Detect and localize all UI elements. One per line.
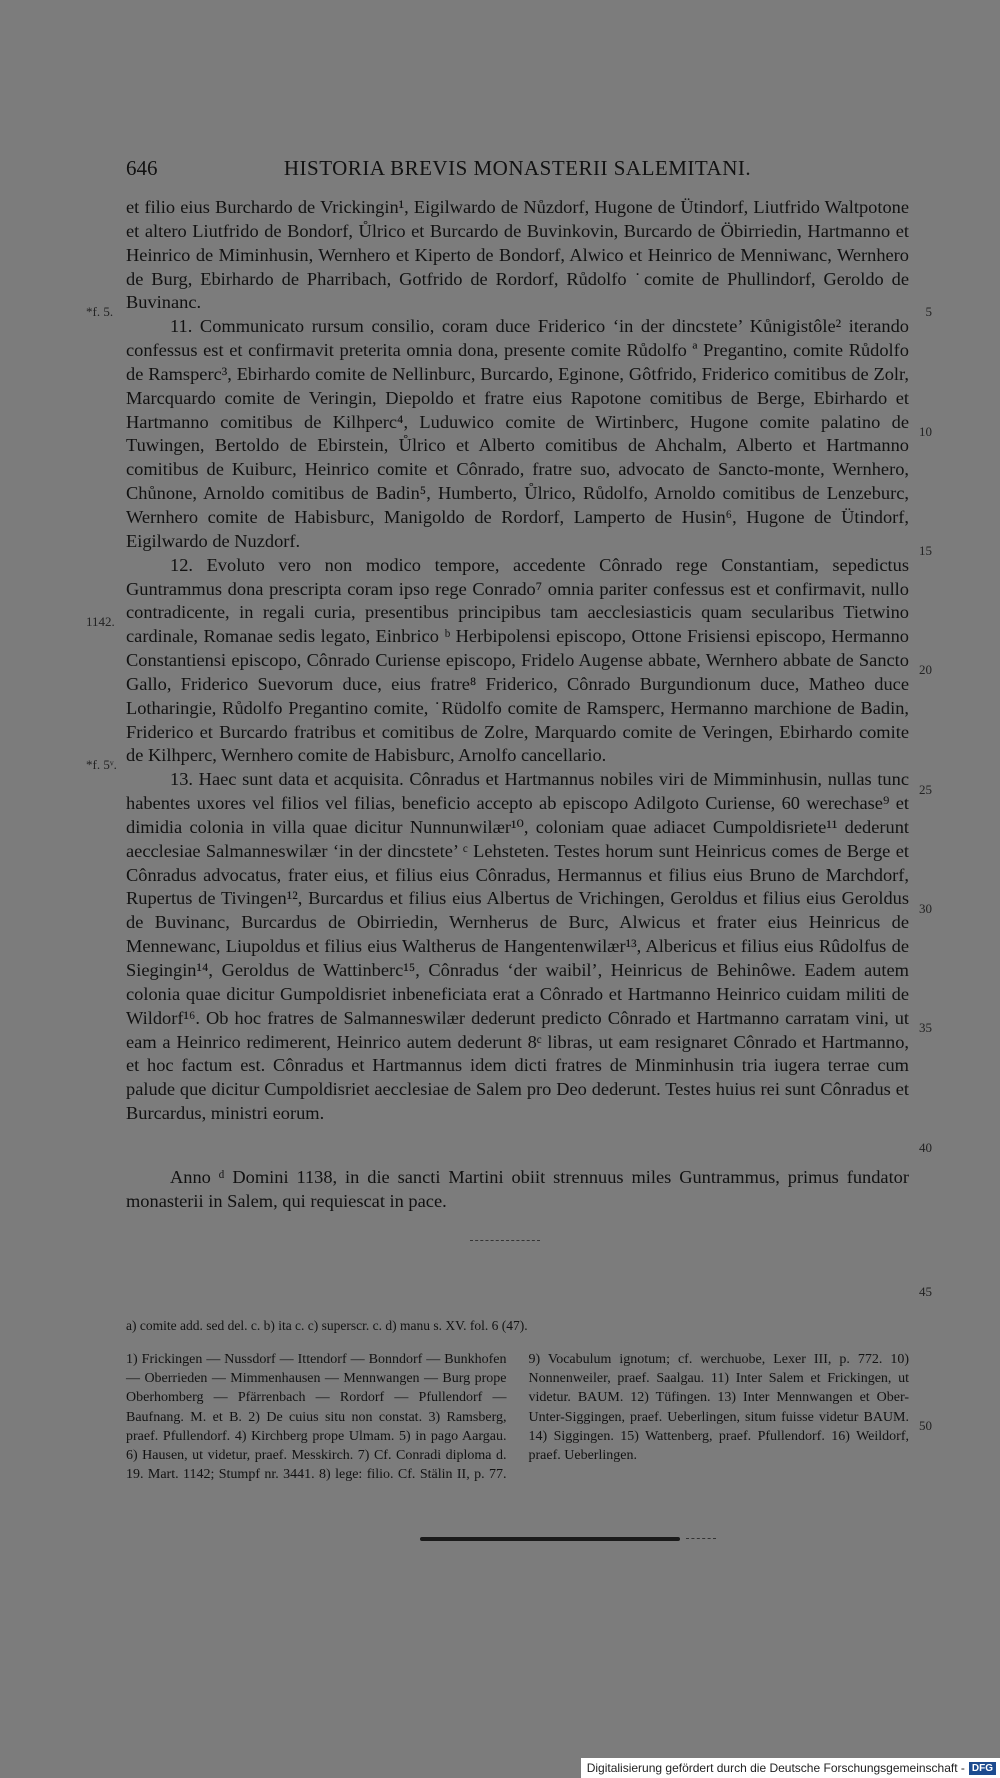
banner-text: Digitalisierung gefördert durch die Deutsche Forschungsgemeinschaft - bbox=[586, 1761, 965, 1775]
line-number: 5 bbox=[925, 304, 932, 319]
running-title: HISTORIA BREVIS MONASTERII SALEMITANI. bbox=[283, 156, 752, 180]
section-divider bbox=[470, 1240, 540, 1243]
page-number: 646 bbox=[126, 156, 158, 180]
page-header bbox=[126, 156, 909, 182]
footnote-text: 1) Frickingen — Nussdorf — Ittendorf — Bonndorf — Bunkhofen — Oberrieden — Mimmenhausen — Mennwangen — Burg prope Oberhomberg — Pfärrenbach — Rordorf — Pfullendorf — Baufnang. M. et B. 2) De cuius situ non constat. 3) Ramsberg, praef. Pfullendorf. 4) Kirchberg prope Ulmam. 5) in pago Aargau. 6) Hausen, ut videtur, praef. Messkirch. 7) Cf. Conradi diploma d. 19. Mart. 1142; Stumpf nr. 3441. 8) lege: filio. Cf. Stälin II, p. 77. 9) Vocabulum ignotum; cf. werchuobe, Lexer III, p. 772. 10) Nonnenweiler, praef. Saalgau. 11) Inter Salem et Frickingen, ut videtur. BAUM. 12) Tüfingen. 13) Inter Mennwangen et Ober-Unter-Siggingen, praef. Ueberlingen, situm fuisse videtur BAUM. 14) Siggingen. 15) Wattenberg, praef. Pfullendorf. 16) Weildorf, praef. Ueberlingen. bbox=[126, 1352, 909, 1483]
line-number: 15 bbox=[919, 543, 932, 558]
line-number: 50 bbox=[919, 1418, 932, 1433]
footnotes bbox=[126, 1350, 909, 1484]
folio-mark: *f. 5ᵛ. bbox=[86, 757, 117, 772]
main-text bbox=[126, 196, 909, 1214]
line-number: 40 bbox=[919, 1140, 932, 1155]
dfg-logo-icon: DFG bbox=[969, 1762, 996, 1775]
line-number: 20 bbox=[919, 662, 932, 677]
line-number: 35 bbox=[919, 1020, 932, 1035]
paragraph-13: 13. Haec sunt data et acquisita. Cônradus et Hartmannus nobiles viri de Mimminhusin, nullas tunc habentes uxores vel filios vel filias, beneficio accepto ab episcopo Adilgoto Curiense, 60 werechase⁹ et dimidia colonia in villa quae dicitur Nunnunwilær¹⁰, coloniam quae adiacet Cumpoldisriete¹¹ dederunt aecclesiae Salmanneswilær ‘in der dincstete’ ᶜ Lehsteten. Testes horum sunt Heinricus comes de Berge et Cônradus advocatus, frater eius, et filius eius Cônradus, Hermannus et filius eius Bruno de Marchdorf, Rupertus de Tivingen¹², Burcardus et filius eius Albertus de Vrichingen, Geroldus et filius eius Geroldus de Buvinanc, Burcardus de Obirriedin, Wernherus de Burc, Alwicus et frater eius Heinricus de Mennewanc, Liupoldus et filius eius Waltherus de Hangentenwilær¹³, Albericus et filius eius Rûdolfus de Siegingin¹⁴, Geroldus de Wattinberc¹⁵, Cônradus ‘der waibil’, Heinricus de Behinôwe. Eadem autem colonia quae dicitur Gumpoldisriet inbeneficiata erat a Cônrado et Hartmanno Heinrico cuidam militi de Wildorf¹⁶. Ob hoc fratres de Salmanneswilær dederunt predicto Cônrado et Hartmanno carratam vini, ut eam a Heinrico redimerent, Heinrico autem dederunt 8ᶜ libras, ut eam resignaret Cônrado et Hartmanno, et hoc factum est. Cônradus et Hartmannus idem dicti fratres de Minminhusin tria iugera terrae cum palude que dicitur Cumpoldisriet aecclesiae de Salem pro Deo dederunt. Testes huius rei sunt Cônradus et Burcardus, ministri eorum. bbox=[126, 769, 909, 1124]
bottom-rule-dash bbox=[686, 1538, 716, 1539]
paragraph-12: 12. Evoluto vero non modico tempore, accedente Cônrado rege Constantiam, sepedictus Guntrammus dona prescripta coram ipso rege Conrado⁷ omnia pariter confessus est et confirmavit, nullo contradicente, in regali curia, presentibus principibus tam aecclesiasticis quam secularibus Tietwino cardinale, Romanae sedis legato, Einbrico ᵇ Herbipolensi episcopo, Ottone Frisiensi episcopo, Hermanno Constantiensi episcopo, Cônrado Curiense episcopo, Fridelo Augense abbate, Wernhero abbate de Sancto Gallo, Friderico Suevorum duce, eius fratre⁸ Friderico, Cônrado Burgundionum duce, Matheo duce Lotharingie, Růdolfo Pregantino comite, ˙Rüdolfo comite de Ramsperc, Hermanno marchione de Badin, Friderico et Burcardo fratribus et comitibus de Zolre, Marquardo comite de Veringen, Ebirhardo comite de Kilhperc, Wernhero comite de Habisburc, Arnolfo cancellario. bbox=[126, 554, 909, 766]
paragraph-11: 11. Communicato rursum consilio, coram duce Friderico ‘in der dincstete’ Kůnigistôle² iterando confessus est et confirmavit preterita omnia dona, presente comite Růdolfo ª Pregantino, comite Růdolfo de Ramsperc³, Ebirhardo comite de Nellinburc, Burcardo, Eginone, Gôtfrido, Friderico comitibus de Zolr, Marcquardo comite de Veringin, Diepoldo et fratre eius Rapotone comitibus de Berge, Ebirhardo et Hartmanno comitibus de Kilhperc⁴, Luduwico comite de Wirtinberc, Hugone comite palatino de Tuwingen, Bertoldo de Ebirstein, Ůlrico et Alberto comitibus de Ahchalm, Alberto et Hartmanno comitibus de Kuiburc, Heinrico comite et Cônrado, fratre suo, advocato de Sancto-monte, Wernhero, Chůnone, Arnoldo comitibus de Badin⁵, Humberto, Ůlrico, Růdolfo, Arnoldo comitibus de Lenzeburc, Wernhero comite de Habisburc, Manigoldo de Rordorf, Lamperto de Husin⁶, Hugone de Ütindorf, Eigilwardo de Nuzdorf. bbox=[126, 316, 909, 551]
line-number: 25 bbox=[919, 782, 932, 797]
paragraph-anno: Anno ᵈ Domini 1138, in die sancti Martini obiit strennuus miles Guntrammus, primus fundator monasterii in Salem, qui requiescat in pace. bbox=[126, 1166, 909, 1211]
apparatus-notes: a) comite add. sed del. c. b) ita c. c) superscr. c. d) manu s. XV. fol. 6 (47). bbox=[126, 1318, 528, 1333]
line-number: 30 bbox=[919, 901, 932, 916]
bottom-rule bbox=[420, 1537, 680, 1541]
year-mark: 1142. bbox=[86, 614, 115, 629]
dfg-funding-banner bbox=[581, 1758, 1000, 1778]
line-number: 45 bbox=[919, 1284, 932, 1299]
line-number: 10 bbox=[919, 424, 932, 439]
paragraph-intro: et filio eius Burchardo de Vrickingin¹, Eigilwardo de Nůzdorf, Hugone de Ütindorf, Liutfrido Waltpotone et altero Liutfrido de Bondorf, Ůlrico et Burcardo de Buvinkovin, Burcardo de Öbirriedin, Hartmanno et Heinrico de Miminhusin, Wernhero et Kiperto de Bondorf, Alwico et Heinrico de Menniwanc, Wernhero de Burg, Ebirhardo de Pharribach, Gotfrido de Rordorf, Růdolfo ˙comite de Phullindorf, Geroldo de Buvinanc. bbox=[126, 197, 909, 313]
folio-mark: *f. 5. bbox=[86, 304, 114, 319]
